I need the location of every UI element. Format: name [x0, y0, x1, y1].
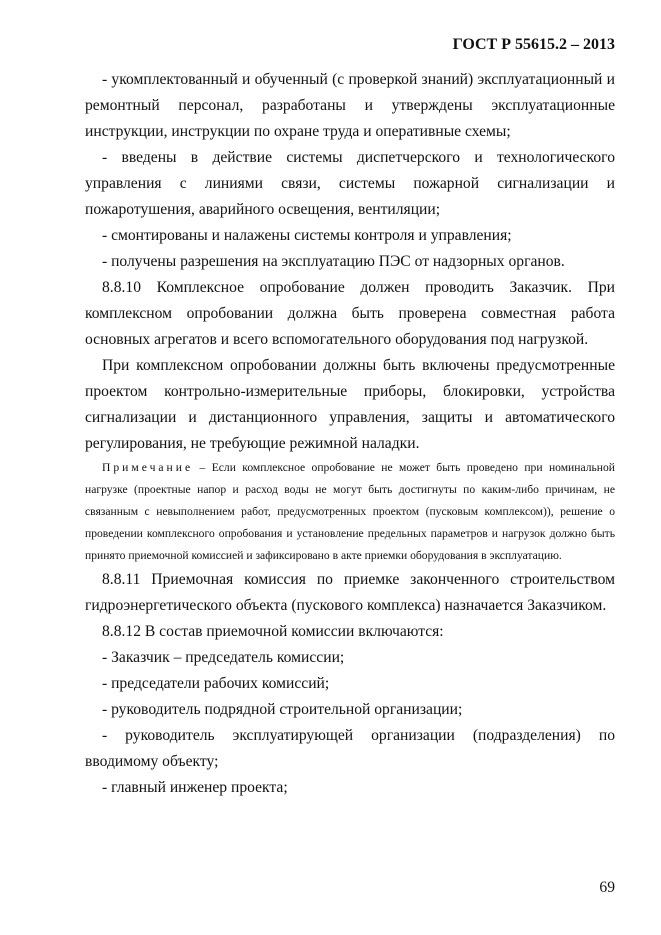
list-item: - Заказчик – председатель комиссии;: [102, 649, 345, 666]
list-item: - главный инженер проекта;: [102, 779, 288, 796]
note-text: Если комплексное опробование не может быть проведено при номинальной нагрузке (проектные напор и расход воды не могут быть достигнуты по каким-либо причинам, не связанным с невыполнением работ, предусмотренных проектом (пусковым комплексом)), решение о проведении комплексного опробования и установление предельных параметров и нагрузок должно быть принято приемочной комиссией и зафиксировано в акте приемки оборудования в эксплуатацию.: [85, 461, 615, 562]
list-item: - смонтированы и налажены системы контроля и управления;: [102, 227, 512, 244]
paragraph-complex-testing: При комплексном опробовании должны быть включены предусмотренные проектом контрольно-измерительные приборы, блокировки, устройства сигнализации и дистанционного управления, защиты и автоматического регулирования, не требующие режимной наладки.: [85, 357, 615, 452]
note-block: [85, 457, 615, 567]
list-item: - председатели рабочих комиссий;: [102, 675, 330, 692]
clause-8-8-12: 8.8.12 В состав приемочной комиссии включаются:: [102, 623, 444, 640]
list-item: - получены разрешения на эксплуатацию ПЭС от надзорных органов.: [102, 253, 565, 270]
note-dash: –: [193, 461, 212, 474]
clause-8-8-10: 8.8.10 Комплексное опробование должен проводить Заказчик. При комплексном опробовании должна быть проверена совместная работа основных агрегатов и всего вспомогательного оборудования под нагрузкой.: [85, 279, 615, 348]
page-number: 69: [599, 879, 615, 896]
list-item: - укомплектованный и обученный (с проверкой знаний) эксплуатационный и ремонтный персонал, разработаны и утверждены эксплуатационные инструкции, инструкции по охране труда и оперативные схемы;: [85, 71, 615, 140]
clause-8-8-11: 8.8.11 Приемочная комиссия по приемке законченного строительством гидроэнергетического объекта (пускового комплекса) назначается Заказчиком.: [85, 571, 615, 614]
note-label: Примечание: [102, 461, 194, 474]
list-item: - введены в действие системы диспетчерского и технологического управления с линиями связи, системы пожарной сигнализации и пожаротушения, аварийного освещения, вентиляции;: [85, 149, 615, 218]
document-header: ГОСТ Р 55615.2 – 2013: [452, 36, 615, 53]
document-body: [85, 67, 615, 801]
list-item: - руководитель подрядной строительной организации;: [102, 701, 463, 718]
list-item: - руководитель эксплуатирующей организации (подразделения) по вводимому объекту;: [85, 727, 615, 770]
